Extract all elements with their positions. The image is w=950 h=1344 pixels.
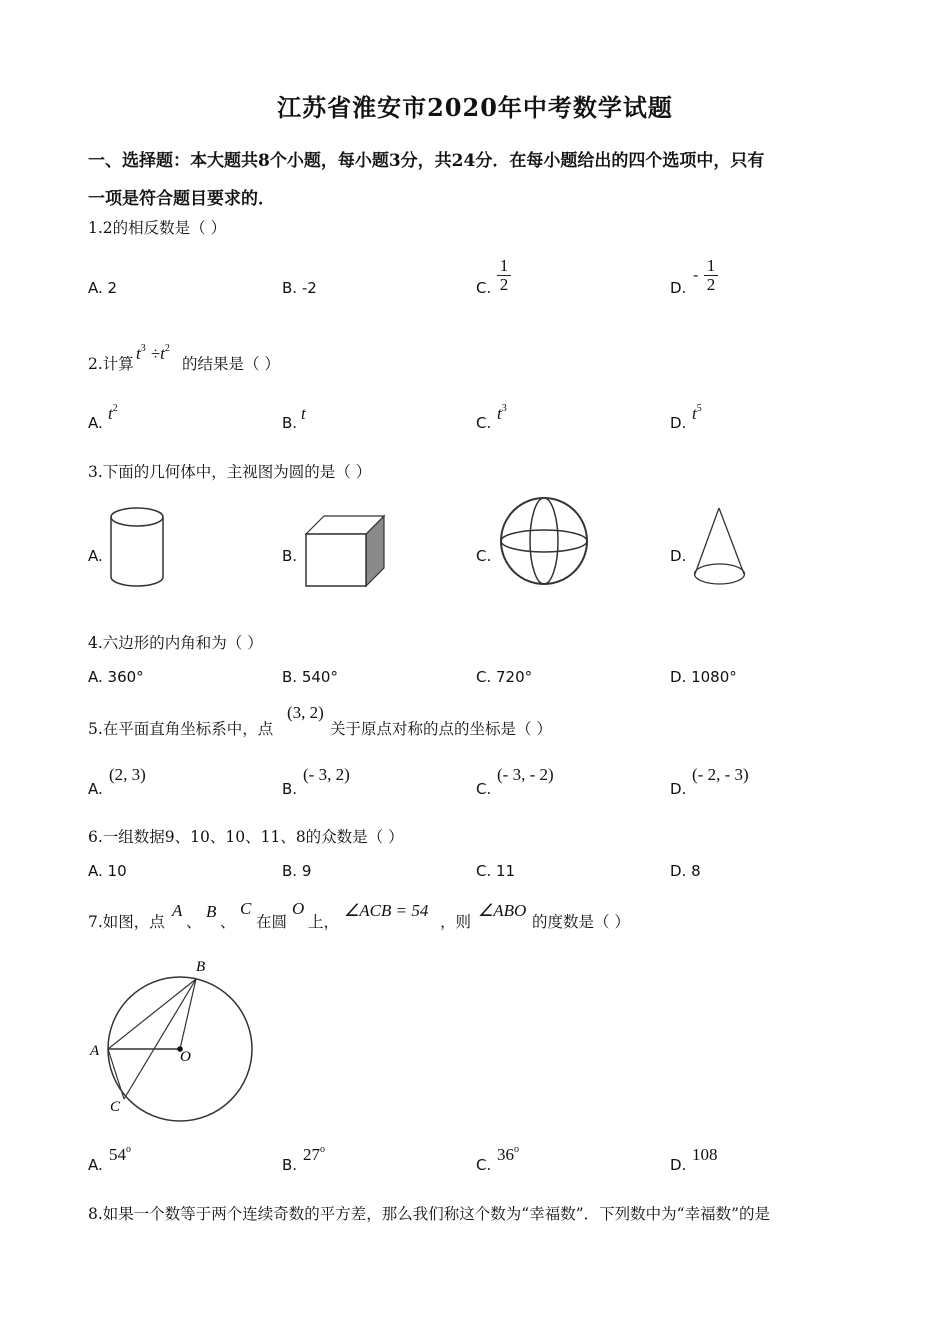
q1-option-c-fraction: $\frac{1}{2}$	[497, 257, 511, 294]
q1-option-b: B. -2	[282, 279, 317, 297]
section-header-line2: 一项是符合题目要求的．	[88, 189, 275, 209]
question-1-stem: 1.2的相反数是（ ）	[88, 219, 227, 237]
q7-option-d-value: 108	[692, 1145, 718, 1164]
q2-option-b-value: t	[301, 404, 306, 423]
question-5-stem-post: 关于原点对称的点的坐标是（ ）	[330, 720, 552, 738]
diagram-label-o: O	[180, 1049, 191, 1065]
question-7-angle-abo: ∠ABO	[478, 901, 527, 920]
question-7-stem-p2: 在圆	[256, 913, 288, 931]
question-4-stem: 4.六边形的内角和为（ ）	[88, 634, 263, 652]
q1-option-c-label: C.	[476, 279, 492, 297]
page-title: 江苏省淮安市2020年中考数学试题	[277, 93, 673, 122]
q5-option-b-value: (- 3, 2)	[303, 765, 350, 784]
q5-option-d-value: (- 2, - 3)	[692, 765, 749, 784]
q2-option-c-value: $t^3$	[497, 403, 507, 423]
question-7-angle-acb: ∠ACB = 54	[344, 901, 429, 920]
question-5-stem-pre: 5.在平面直角坐标系中，点	[88, 720, 274, 738]
question-7-point-c: C	[240, 899, 252, 918]
q5-option-b: B.	[282, 780, 298, 798]
q4-option-c: C. 720°	[476, 668, 533, 686]
diagram-label-c: C	[110, 1099, 121, 1115]
q3-option-a: A.	[88, 547, 103, 565]
question-7-point-o: O	[292, 899, 305, 918]
section-header-line1: 一、选择题：本大题共8个小题，每小题3分，共24分．在每小题给出的四个选项中，只有	[88, 151, 765, 171]
question-7-sep2: 、	[220, 913, 236, 931]
q6-option-b: B. 9	[282, 862, 312, 880]
question-7-stem-p3: 上，	[308, 913, 340, 931]
q3-option-b: B.	[282, 547, 298, 565]
q1-option-a: A. 2	[88, 279, 118, 297]
q5-option-a: A.	[88, 780, 103, 798]
q2-option-c: C.	[476, 414, 492, 432]
q7-option-c: C.	[476, 1156, 492, 1174]
question-2-expression: $t^3 \div t^2$	[136, 343, 170, 363]
cone-figure	[690, 504, 750, 589]
q5-option-a-value: (2, 3)	[109, 765, 146, 784]
q3-option-c: C.	[476, 547, 492, 565]
question-8-stem: 8.如果一个数等于两个连续奇数的平方差，那么我们称这个数为“幸福数”．下列数中为“幸福数”的是	[88, 1205, 770, 1223]
q2-option-b: B.	[282, 414, 298, 432]
circle-diagram	[86, 955, 266, 1125]
q7-option-b: B.	[282, 1156, 298, 1174]
q5-option-d: D.	[670, 780, 687, 798]
question-5-point: (3, 2)	[287, 703, 324, 722]
question-7-sep1: 、	[186, 913, 202, 931]
q5-option-c: C.	[476, 780, 492, 798]
q2-option-d: D.	[670, 414, 687, 432]
q1-option-d-fraction: $\frac{1}{2}$	[704, 257, 718, 294]
question-2-stem-post: 的结果是（ ）	[182, 355, 280, 373]
cylinder-figure	[100, 505, 180, 590]
q1-option-d-label: D.	[670, 279, 687, 297]
question-3-stem: 3.下面的几何体中，主视图为圆的是（ ）	[88, 463, 372, 481]
sphere-figure	[498, 494, 593, 589]
diagram-label-b: B	[196, 959, 206, 975]
q2-option-d-value: $t^5$	[692, 403, 702, 423]
q7-option-c-value: 36$^o$	[497, 1144, 519, 1164]
q6-option-c: C. 11	[476, 862, 516, 880]
question-2-stem-pre: 2.计算	[88, 355, 134, 373]
q7-option-b-value: 27$^o$	[303, 1144, 325, 1164]
q6-option-d: D. 8	[670, 862, 701, 880]
q6-option-a: A. 10	[88, 862, 127, 880]
q5-option-c-value: (- 3, - 2)	[497, 765, 554, 784]
question-7-stem-p5: 的度数是（ ）	[532, 913, 630, 931]
question-7-point-a: A	[172, 901, 183, 920]
cube-figure	[300, 512, 395, 592]
q4-option-d: D. 1080°	[670, 668, 737, 686]
q4-option-b: B. 540°	[282, 668, 338, 686]
q7-option-a: A.	[88, 1156, 103, 1174]
question-6-stem: 6.一组数据9、10、10、11、8的众数是（ ）	[88, 828, 404, 846]
q4-option-a: A. 360°	[88, 668, 144, 686]
q7-option-d: D.	[670, 1156, 687, 1174]
q2-option-a: A.	[88, 414, 103, 432]
question-7-stem-p1: 7.如图，点	[88, 913, 165, 931]
question-7-stem-p4: ，则	[440, 913, 472, 931]
q3-option-d: D.	[670, 547, 687, 565]
q7-option-a-value: 54$^o$	[109, 1144, 131, 1164]
q2-option-a-value: $t^2$	[108, 403, 118, 423]
question-7-point-b: B	[206, 902, 217, 921]
q1-option-d-sign: -	[693, 266, 699, 284]
diagram-label-a: A	[90, 1043, 100, 1059]
